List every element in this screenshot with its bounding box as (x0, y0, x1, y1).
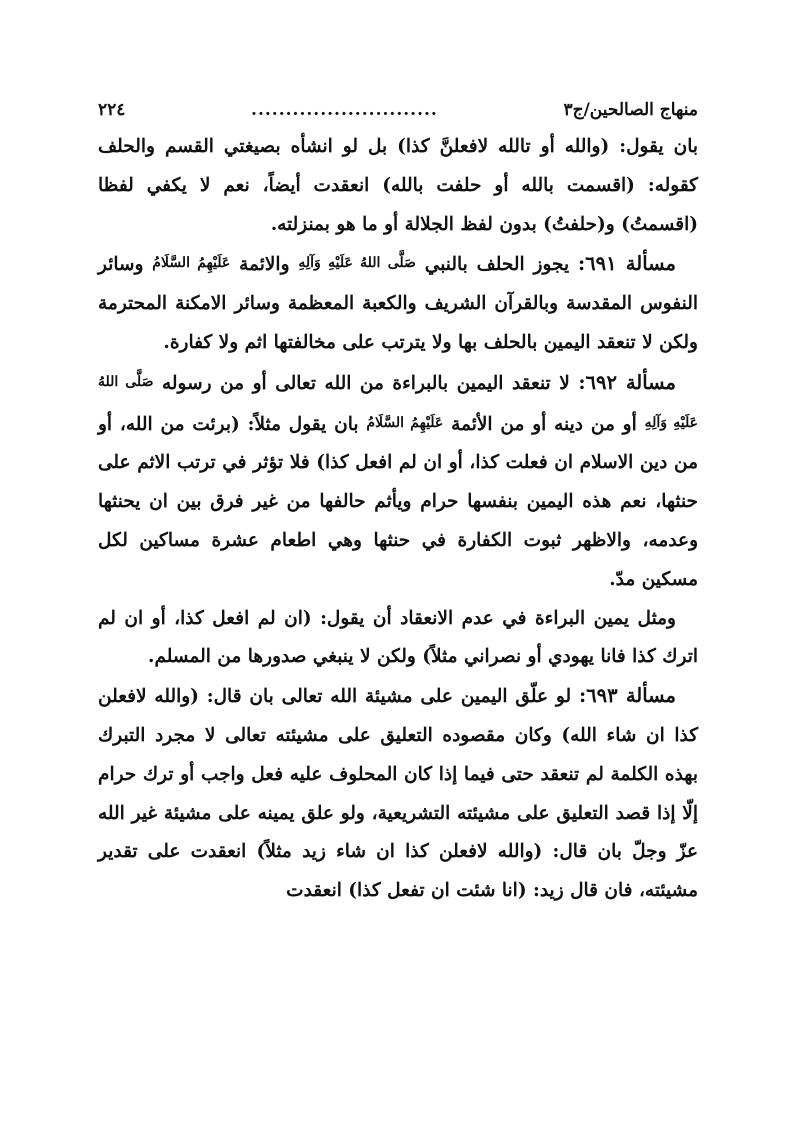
book-title: منهاج الصالحين/ج٣ (563, 100, 698, 120)
masala-691-text-c: وسائر النفوس المقدسة وبالقرآن الشريف والكعبة المعظمة وسائر الامكنة المحترمة ولكن لا تنعقد اليمين بالحلف بها ولا يترتب على مخالفتها اثم ولا كفارة. (98, 254, 698, 353)
paragraph-masala-691 (98, 244, 698, 362)
masala-692-label: مسألة ٦٩٢: (578, 370, 677, 394)
masala-692-text-a: لا تنعقد اليمين بالبراءة من الله تعالى أو من رسوله (153, 372, 579, 394)
masala-693-label: مسألة ٦٩٣: (578, 684, 676, 708)
leader-dots: ........................... (251, 100, 438, 120)
masala-693-text: لو علّق اليمين على مشيئة الله تعالى بان قال: (والله لافعلن كذا ان شاء الله) وكان مقصوده التعليق على مشيئته تعالى لا مجرد التبرك بهذه الكلمة لم تنعقد حتى فيما إذا كان المحلوف عليه فعل واجب أو ترك حرام إلّا إذا قصد التعليق على مشيئته التشريعية، ولو علق يمينه على مشيئة غير الله عزّ وجلّ بان قال: (والله لافعلن كذا ان شاء زيد مثلاً) انعقدت على تقدير مشيئته، فان قال زيد: (انا شئت ان تفعل كذا) انعقدت (98, 686, 698, 902)
body-text (98, 128, 698, 911)
honorific-salam: عَلَيْهِمُ السَّلَامُ (366, 414, 444, 431)
masala-692-text-c: بان يقول مثلاً: (برئت من الله، أو من دين الاسلام ان فعلت كذا، أو ان لم افعل كذا) فلا تؤثر في ترتب الاثم على حنثها، نعم هذه اليمين بنفسها حرام ويأثم حالفها من غير فرق بين ان يحنثها وعدمه، والاظهر ثبوت الكفارة في حنثها وهي اطعام عشرة مساكين لكل مسكين مدّ. (98, 413, 698, 590)
masala-692-text-b: أو من دينه أو من الأئمة (443, 413, 645, 435)
paragraph-continuation: بان يقول: (والله أو تالله لافعلنَّ كذا) بل لو انشأه بصيغتي القسم والحلف كقوله: (اقسمت بالله أو حلفت بالله) انعقدت أيضاً، نعم لا يكفي لفظا (اقسمتُ) و(حلفتُ) بدون لفظ الجلالة أو ما هو بمنزلته. (98, 136, 698, 235)
masala-691-text-b: والائمة (230, 254, 299, 276)
paragraph-baraa-note: ومثل يمين البراءة في عدم الانعقاد أن يقول: (ان لم افعل كذا، أو ان لم اترك كذا فانا يهودي أو نصراني مثلاً) ولكن لا ينبغي صدورها من المسلم. (98, 607, 698, 668)
honorific-salawat: صَلَّى اللهُ عَلَيْهِ وَآلِهِ (98, 373, 699, 431)
running-head (98, 92, 698, 128)
page-number: ٢٢٤ (98, 100, 126, 120)
paragraph-masala-693 (98, 677, 698, 911)
masala-691-label: مسألة ٦٩١: (577, 252, 676, 276)
paragraph-masala-692 (98, 363, 698, 600)
honorific-salawat: صَلَّى اللهُ عَلَيْهِ وَآلِهِ (298, 255, 416, 272)
masala-691-text-a: يجوز الحلف بالنبي (415, 254, 578, 276)
document-page (98, 92, 698, 911)
honorific-salam: عَلَيْهِمُ السَّلَامُ (152, 255, 231, 272)
